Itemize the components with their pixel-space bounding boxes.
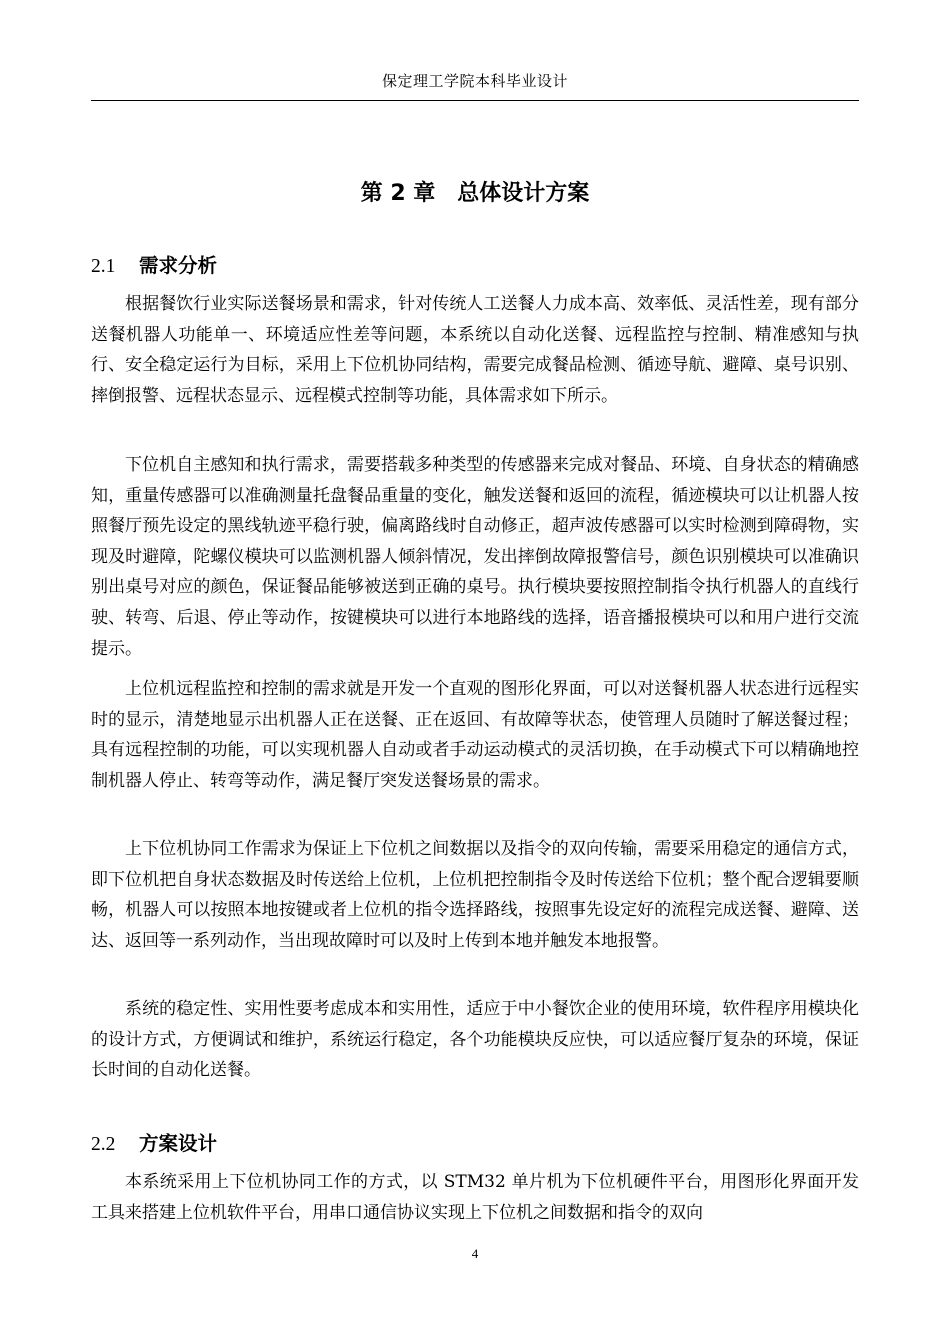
- paragraph-design-intro: 本系统采用上下位机协同工作的方式，以 STM32 单片机为下位机硬件平台，用图形化界面开发工具来搭建上位机软件平台，用串口通信协议实现上下位机之间数据和指令的双向: [91, 1172, 859, 1223]
- section-number: 2.2: [91, 1134, 116, 1155]
- section-number: 2.1: [91, 256, 116, 277]
- section-heading-2-1: [91, 250, 217, 278]
- paragraph-upper-machine-needs: 上位机远程监控和控制的需求就是开发一个直观的图形化界面，可以对送餐机器人状态进行远程实时的显示，清楚地显示出机器人正在送餐、正在返回、有故障等状态，使管理人员随时了解送餐过程；具有远程控制的功能，可以实现机器人自动或者手动运动模式的灵活切换，在手动模式下可以精确地控制机器人停止、转弯等动作，满足餐厅突发送餐场景的需求。: [91, 679, 859, 791]
- section-title: 需求分析: [139, 254, 218, 277]
- page-header: 保定理工学院本科毕业设计: [381, 72, 568, 90]
- page-number: 4: [471, 1246, 479, 1261]
- section-title: 方案设计: [139, 1132, 218, 1155]
- section-heading-2-2: [91, 1128, 217, 1156]
- paragraph-requirements-intro: 根据餐饮行业实际送餐场景和需求，针对传统人工送餐人力成本高、效率低、灵活性差，现有部分送餐机器人功能单一、环境适应性差等问题，本系统以自动化送餐、远程监控与控制、精准感知与执行、安全稳定运行为目标，采用上下位机协同结构，需要完成餐品检测、循迹导航、避障、桌号识别、摔倒报警、远程状态显示、远程模式控制等功能，具体需求如下所示。: [91, 294, 859, 406]
- header-rule: [91, 100, 859, 101]
- paragraph-stability-needs: 系统的稳定性、实用性要考虑成本和实用性，适应于中小餐饮企业的使用环境，软件程序用模块化的设计方式，方便调试和维护，系统运行稳定，各个功能模块反应快，可以适应餐厅复杂的环境，保证长时间的自动化送餐。: [91, 999, 859, 1081]
- paragraph-cooperation-needs: 上下位机协同工作需求为保证上下位机之间数据以及指令的双向传输，需要采用稳定的通信方式，即下位机把自身状态数据及时传送给上位机，上位机把控制指令及时传送给下位机；整个配合逻辑要顺畅，机器人可以按照本地按键或者上位机的指令选择路线，按照事先设定好的流程完成送餐、避障、送达、返回等一系列动作，当出现故障时可以及时上传到本地并触发本地报警。: [91, 839, 859, 951]
- paragraph-lower-machine-needs: 下位机自主感知和执行需求，需要搭载多种类型的传感器来完成对餐品、环境、自身状态的精确感知，重量传感器可以准确测量托盘餐品重量的变化，触发送餐和返回的流程，循迹模块可以让机器人按照餐厅预先设定的黑线轨迹平稳行驶，偏离路线时自动修正，超声波传感器可以实时检测到障碍物，实现及时避障，陀螺仪模块可以监测机器人倾斜情况，发出摔倒故障报警信号，颜色识别模块可以准确识别出桌号对应的颜色，保证餐品能够被送到正确的桌号。执行模块要按照控制指令执行机器人的直线行驶、转弯、后退、停止等动作，按键模块可以进行本地路线的选择，语音播报模块可以和用户进行交流提示。: [91, 455, 859, 659]
- chapter-title: 第 2 章 总体设计方案: [360, 181, 590, 206]
